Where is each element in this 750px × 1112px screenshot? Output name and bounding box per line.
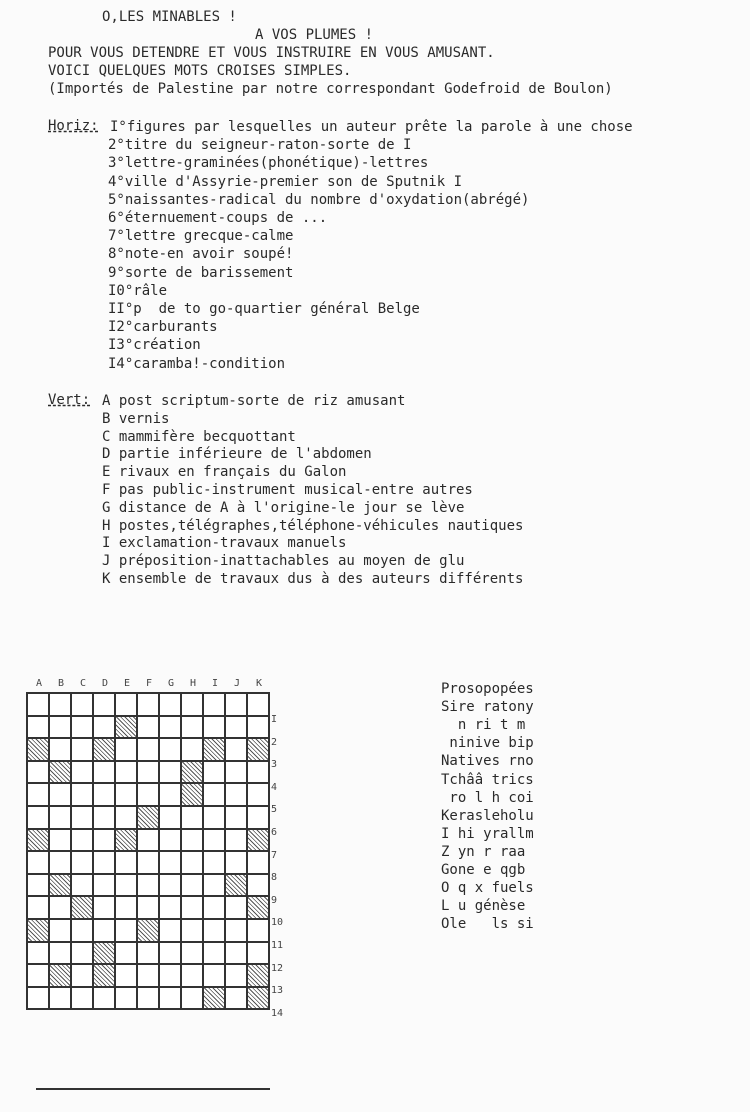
horizontal-label: Horiz: xyxy=(48,118,99,134)
column-letter: K xyxy=(255,678,263,689)
horizontal-clue: 9°sorte de barissement xyxy=(108,264,294,281)
column-letter: B xyxy=(57,678,65,689)
black-square xyxy=(226,875,246,896)
vertical-clue: C mammifère becquottant xyxy=(102,428,296,445)
grid-cell xyxy=(248,717,268,738)
vertical-clue: D partie inférieure de l'abdomen xyxy=(102,446,372,463)
grid-cell xyxy=(182,875,202,896)
row-number: 2 xyxy=(271,736,278,748)
grid-cell xyxy=(204,943,224,964)
grid-cell xyxy=(116,920,136,941)
grid-cell xyxy=(248,762,268,783)
black-square xyxy=(50,965,70,986)
intro-line-1: POUR VOUS DETENDRE ET VOUS INSTRUIRE EN VOUS AMUSANT. xyxy=(48,45,495,61)
grid-cell xyxy=(138,965,158,986)
grid-cell xyxy=(138,694,158,715)
grid-cell xyxy=(182,830,202,851)
horizontal-clue: 8°note-en avoir soupé! xyxy=(108,246,294,263)
grid-cell xyxy=(160,988,180,1009)
column-letter: D xyxy=(101,678,109,689)
grid-cell xyxy=(28,694,48,715)
answer-row: Sire ratony xyxy=(441,699,534,716)
row-number: 5 xyxy=(271,804,278,816)
column-letters xyxy=(28,678,278,692)
grid-cell xyxy=(28,897,48,918)
grid-cell xyxy=(94,875,114,896)
grid-cell xyxy=(72,717,92,738)
grid-cell xyxy=(28,875,48,896)
grid-cell xyxy=(72,965,92,986)
grid-cell xyxy=(50,784,70,805)
column-letter: E xyxy=(123,678,131,689)
black-square xyxy=(204,739,224,760)
row-number: 14 xyxy=(271,1007,284,1019)
vertical-clue: F pas public-instrument musical-entre autres xyxy=(102,482,473,498)
row-number: 10 xyxy=(271,917,284,929)
row-number: 8 xyxy=(271,872,278,884)
grid-cell xyxy=(182,897,202,918)
grid-cell xyxy=(116,988,136,1009)
grid-cell xyxy=(160,920,180,941)
vertical-clue: G distance de A à l'origine-le jour se lève xyxy=(102,499,465,516)
black-square xyxy=(116,830,136,851)
grid-cell xyxy=(94,717,114,738)
grid-cell xyxy=(182,965,202,986)
vertical-clue: E rivaux en français du Galon xyxy=(102,464,347,481)
grid-cell xyxy=(94,762,114,783)
grid-cell xyxy=(160,784,180,805)
vertical-clue: A post scriptum-sorte de riz amusant xyxy=(102,393,406,409)
horizontal-clue: I0°râle xyxy=(108,282,168,299)
row-number: 11 xyxy=(271,940,284,951)
column-letter: G xyxy=(167,678,175,689)
grid-cell xyxy=(138,830,158,851)
grid-cell xyxy=(248,875,268,896)
grid-cell xyxy=(116,852,136,873)
black-square xyxy=(94,739,114,760)
column-letter: A xyxy=(35,678,43,689)
grid-cell xyxy=(160,875,180,896)
grid-cell xyxy=(28,717,48,738)
grid-cell xyxy=(50,852,70,873)
grid-cell xyxy=(182,988,202,1009)
grid-cell xyxy=(226,943,246,964)
grid-cell xyxy=(226,784,246,805)
grid-cell xyxy=(226,694,246,715)
horizontal-clue: 7°lettre grecque-calme xyxy=(108,228,294,245)
grid-cell xyxy=(204,762,224,783)
grid-cell xyxy=(182,717,202,738)
answer-row: Tchââ trics xyxy=(441,771,534,788)
grid-cell xyxy=(138,739,158,760)
grid-cell xyxy=(50,897,70,918)
grid-cell xyxy=(204,784,224,805)
grid-cell xyxy=(160,830,180,851)
grid-cell xyxy=(138,717,158,738)
grid-cell xyxy=(116,694,136,715)
horizontal-clue: I3°création xyxy=(108,337,201,354)
answer-row: Ole ls si xyxy=(441,916,534,933)
grid-cell xyxy=(160,694,180,715)
grid-cell xyxy=(116,762,136,783)
black-square xyxy=(72,897,92,918)
grid-cell xyxy=(226,830,246,851)
grid-cell xyxy=(226,717,246,738)
grid-cell xyxy=(72,943,92,964)
vertical-clue: B vernis xyxy=(102,410,170,427)
grid-cell xyxy=(94,784,114,805)
answer-row: L u génèse xyxy=(441,898,526,915)
grid-cell xyxy=(226,807,246,828)
answer-row: I hi yrallm xyxy=(441,825,534,842)
vertical-clue: I exclamation-travaux manuels xyxy=(102,535,347,552)
grid-cell xyxy=(160,717,180,738)
grid-cell xyxy=(50,717,70,738)
grid-cell xyxy=(28,784,48,805)
answer-row: ro l h coi xyxy=(441,789,534,806)
grid-cell xyxy=(248,807,268,828)
grid-cell xyxy=(226,739,246,760)
grid-cell xyxy=(116,807,136,828)
row-number: 12 xyxy=(271,962,284,974)
black-square xyxy=(182,784,202,805)
grid-cell xyxy=(28,852,48,873)
horizontal-clue: 4°ville d'Assyrie-premier son de Sputnik I xyxy=(108,173,463,190)
grid-cell xyxy=(160,807,180,828)
grid-cell xyxy=(72,852,92,873)
grid-cell xyxy=(204,875,224,896)
grid-cell xyxy=(72,988,92,1009)
grid-cell xyxy=(138,897,158,918)
column-letter: H xyxy=(189,678,197,689)
grid-cell xyxy=(72,807,92,828)
grid-cell xyxy=(248,920,268,941)
black-square xyxy=(248,830,268,851)
grid-cell xyxy=(50,988,70,1009)
grid-cell xyxy=(138,875,158,896)
grid-cell xyxy=(72,694,92,715)
grid-cell xyxy=(204,694,224,715)
grid-cell xyxy=(204,830,224,851)
black-square xyxy=(94,965,114,986)
black-square xyxy=(248,965,268,986)
grid-cell xyxy=(160,762,180,783)
grid-cell xyxy=(226,762,246,783)
black-square xyxy=(28,830,48,851)
grid-cell xyxy=(94,694,114,715)
black-square xyxy=(94,943,114,964)
grid-cell xyxy=(226,988,246,1009)
grid-cell xyxy=(28,988,48,1009)
grid-cell xyxy=(160,943,180,964)
row-number: 6 xyxy=(271,827,278,838)
black-square xyxy=(28,739,48,760)
column-letter: I xyxy=(211,678,219,689)
grid-cell xyxy=(94,807,114,828)
grid-cell xyxy=(248,943,268,964)
grid-cell xyxy=(116,897,136,918)
grid-cell xyxy=(116,943,136,964)
grid-cell xyxy=(50,920,70,941)
grid-cell xyxy=(116,739,136,760)
grid-cell xyxy=(94,897,114,918)
grid-cell xyxy=(204,920,224,941)
horizontal-clue: 2°titre du seigneur-raton-sorte de I xyxy=(108,137,412,154)
grid-cell xyxy=(160,739,180,760)
grid-cell xyxy=(204,852,224,873)
grid-cell xyxy=(94,988,114,1009)
vertical-label: Vert: xyxy=(48,392,91,408)
grid-cell xyxy=(226,897,246,918)
grid-cell xyxy=(94,830,114,851)
intro-line-2: VOICI QUELQUES MOTS CROISES SIMPLES. xyxy=(48,63,352,79)
grid-cell xyxy=(138,988,158,1009)
grid-cell xyxy=(116,965,136,986)
grid-cell xyxy=(248,784,268,805)
answer-row: Prosopopées xyxy=(441,681,534,697)
column-letter: J xyxy=(233,678,241,689)
grid-cell xyxy=(138,852,158,873)
vertical-clue: J préposition-inattachables au moyen de glu xyxy=(102,553,465,570)
black-square xyxy=(138,807,158,828)
horizontal-clue: I4°caramba!-condition xyxy=(108,355,286,372)
grid-cell xyxy=(94,920,114,941)
bottom-rule xyxy=(36,1088,270,1090)
black-square xyxy=(248,739,268,760)
page-heading: O,LES MINABLES ! xyxy=(102,9,237,25)
grid-cell xyxy=(226,920,246,941)
row-number: 7 xyxy=(271,849,278,861)
grid-cell xyxy=(138,784,158,805)
grid-cell xyxy=(28,807,48,828)
answer-row: O q x fuels xyxy=(441,880,534,897)
horizontal-clue: 6°éternuement-coups de ... xyxy=(108,210,328,226)
subheading: A VOS PLUMES ! xyxy=(255,27,374,43)
horizontal-clue: 3°lettre-graminées(phonétique)-lettres xyxy=(108,155,429,172)
grid-cell xyxy=(160,852,180,873)
grid-cell xyxy=(182,943,202,964)
grid-cell xyxy=(160,897,180,918)
grid-cell xyxy=(72,875,92,896)
black-square xyxy=(248,897,268,918)
answer-row: Z yn r raa xyxy=(441,843,526,860)
horizontal-clue: I°figures par lesquelles un auteur prête la parole à une chose xyxy=(110,119,633,135)
grid-cell xyxy=(182,739,202,760)
grid-cell xyxy=(116,875,136,896)
grid-cell xyxy=(72,762,92,783)
black-square xyxy=(182,762,202,783)
grid-cell xyxy=(138,943,158,964)
grid-cell xyxy=(204,717,224,738)
intro-line-3: (Importés de Palestine par notre correspondant Godefroid de Boulon) xyxy=(48,81,613,97)
vertical-clue: H postes,télégraphes,téléphone-véhicules nautiques xyxy=(102,517,524,534)
grid-cell xyxy=(72,830,92,851)
grid-cell xyxy=(72,784,92,805)
grid-cell xyxy=(204,897,224,918)
grid-cell xyxy=(160,965,180,986)
black-square xyxy=(50,875,70,896)
crossword-grid xyxy=(26,692,270,1010)
row-number: 3 xyxy=(271,759,278,771)
row-number: 4 xyxy=(271,781,278,793)
grid-cell xyxy=(226,852,246,873)
horizontal-clue: II°p de to go-quartier général Belge xyxy=(108,301,420,317)
grid-cell xyxy=(116,784,136,805)
black-square xyxy=(138,920,158,941)
answer-row: Kerasleholu xyxy=(441,807,534,824)
column-letter: C xyxy=(79,678,87,689)
grid-cell xyxy=(182,920,202,941)
grid-cell xyxy=(182,852,202,873)
grid-cell xyxy=(138,762,158,783)
grid-cell xyxy=(182,694,202,715)
grid-cell xyxy=(72,920,92,941)
grid-cell xyxy=(50,943,70,964)
row-number: 9 xyxy=(271,894,278,906)
answer-row: Natives rno xyxy=(441,753,534,770)
vertical-clue: K ensemble de travaux dus à des auteurs différents xyxy=(102,571,524,587)
grid-cell xyxy=(50,694,70,715)
row-number: 13 xyxy=(271,985,284,997)
grid-cell xyxy=(226,965,246,986)
black-square xyxy=(204,988,224,1009)
grid-cell xyxy=(248,852,268,873)
horizontal-clue: I2°carburants xyxy=(108,319,218,336)
grid-cell xyxy=(50,739,70,760)
black-square xyxy=(50,762,70,783)
grid-cell xyxy=(28,943,48,964)
column-letter: F xyxy=(145,678,153,689)
grid-cell xyxy=(50,807,70,828)
row-number: I xyxy=(271,714,278,725)
grid-cell xyxy=(204,807,224,828)
horizontal-clue: 5°naissantes-radical du nombre d'oxydation(abrégé) xyxy=(108,191,530,208)
answer-row: Gone e qgb xyxy=(441,862,526,878)
grid-cell xyxy=(72,739,92,760)
grid-cell xyxy=(182,807,202,828)
answer-row: ninive bip xyxy=(441,735,534,752)
answer-row: n ri t m xyxy=(441,717,526,734)
grid-cell xyxy=(248,694,268,715)
black-square xyxy=(116,717,136,738)
black-square xyxy=(248,988,268,1009)
grid-cell xyxy=(50,830,70,851)
grid-cell xyxy=(204,965,224,986)
grid-cell xyxy=(94,852,114,873)
black-square xyxy=(28,920,48,941)
grid-cell xyxy=(28,965,48,986)
grid-cell xyxy=(28,762,48,783)
